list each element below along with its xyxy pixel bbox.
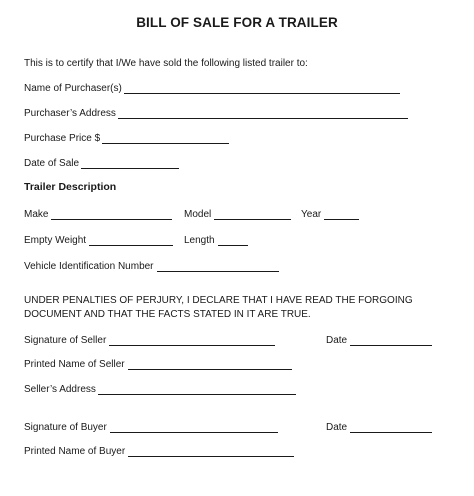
seller-address-field[interactable] <box>98 384 296 395</box>
seller-printed-name-row <box>24 356 292 370</box>
seller-date-field[interactable] <box>350 335 432 346</box>
year-row <box>301 206 359 220</box>
seller-printed-name-label: Printed Name of Seller <box>24 359 125 370</box>
trailer-description-heading: Trailer Description <box>24 181 117 193</box>
year-field[interactable] <box>324 209 359 220</box>
empty-weight-row <box>24 232 173 246</box>
empty-weight-label: Empty Weight <box>24 235 87 246</box>
seller-date-label: Date <box>326 335 348 346</box>
length-row <box>184 232 248 246</box>
purchaser-address-row <box>24 105 408 119</box>
purchase-price-field[interactable] <box>102 133 229 144</box>
buyer-date-row <box>326 419 432 433</box>
make-label: Make <box>24 209 49 220</box>
buyer-signature-label: Signature of Buyer <box>24 422 107 433</box>
model-row <box>184 206 291 220</box>
purchase-price-label: Purchase Price $ <box>24 133 101 144</box>
buyer-date-label: Date <box>326 422 348 433</box>
purchaser-name-field[interactable] <box>124 83 400 94</box>
seller-address-label: Seller’s Address <box>24 384 96 395</box>
length-field[interactable] <box>218 235 248 246</box>
document-title: BILL OF SALE FOR A TRAILER <box>136 15 338 30</box>
model-field[interactable] <box>214 209 291 220</box>
seller-address-row <box>24 381 296 395</box>
purchase-price-row <box>24 130 229 144</box>
buyer-signature-row <box>24 419 278 433</box>
purchaser-name-row <box>24 80 400 94</box>
date-of-sale-field[interactable] <box>81 158 179 169</box>
purchaser-name-label: Name of Purchaser(s) <box>24 83 122 94</box>
seller-printed-name-field[interactable] <box>128 359 292 370</box>
vin-row <box>24 258 279 272</box>
purchaser-address-label: Purchaser’s Address <box>24 108 116 119</box>
intro-text <box>24 55 308 69</box>
make-row <box>24 206 172 220</box>
buyer-printed-name-row <box>24 443 294 457</box>
buyer-signature-field[interactable] <box>110 422 278 433</box>
model-label: Model <box>184 209 212 220</box>
buyer-printed-name-field[interactable] <box>128 446 294 457</box>
vin-label: Vehicle Identification Number <box>24 261 154 272</box>
seller-signature-field[interactable] <box>109 335 275 346</box>
make-field[interactable] <box>51 209 172 220</box>
intro-label: This is to certify that I/We have sold the following listed trailer to: <box>24 58 308 69</box>
vin-field[interactable] <box>157 261 279 272</box>
buyer-printed-name-label: Printed Name of Buyer <box>24 446 126 457</box>
date-of-sale-row <box>24 155 179 169</box>
seller-signature-row <box>24 332 275 346</box>
purchaser-address-field[interactable] <box>118 108 408 119</box>
seller-signature-label: Signature of Seller <box>24 335 107 346</box>
date-of-sale-label: Date of Sale <box>24 158 80 169</box>
seller-date-row <box>326 332 432 346</box>
length-label: Length <box>184 235 215 246</box>
perjury-declaration: UNDER PENALTIES OF PERJURY, I DECLARE THAT I HAVE READ THE FORGOING DOCUMENT AND THAT THE FACTS STATED IN IT ARE TRUE. <box>24 295 413 320</box>
empty-weight-field[interactable] <box>89 235 173 246</box>
buyer-date-field[interactable] <box>350 422 432 433</box>
year-label: Year <box>301 209 322 220</box>
